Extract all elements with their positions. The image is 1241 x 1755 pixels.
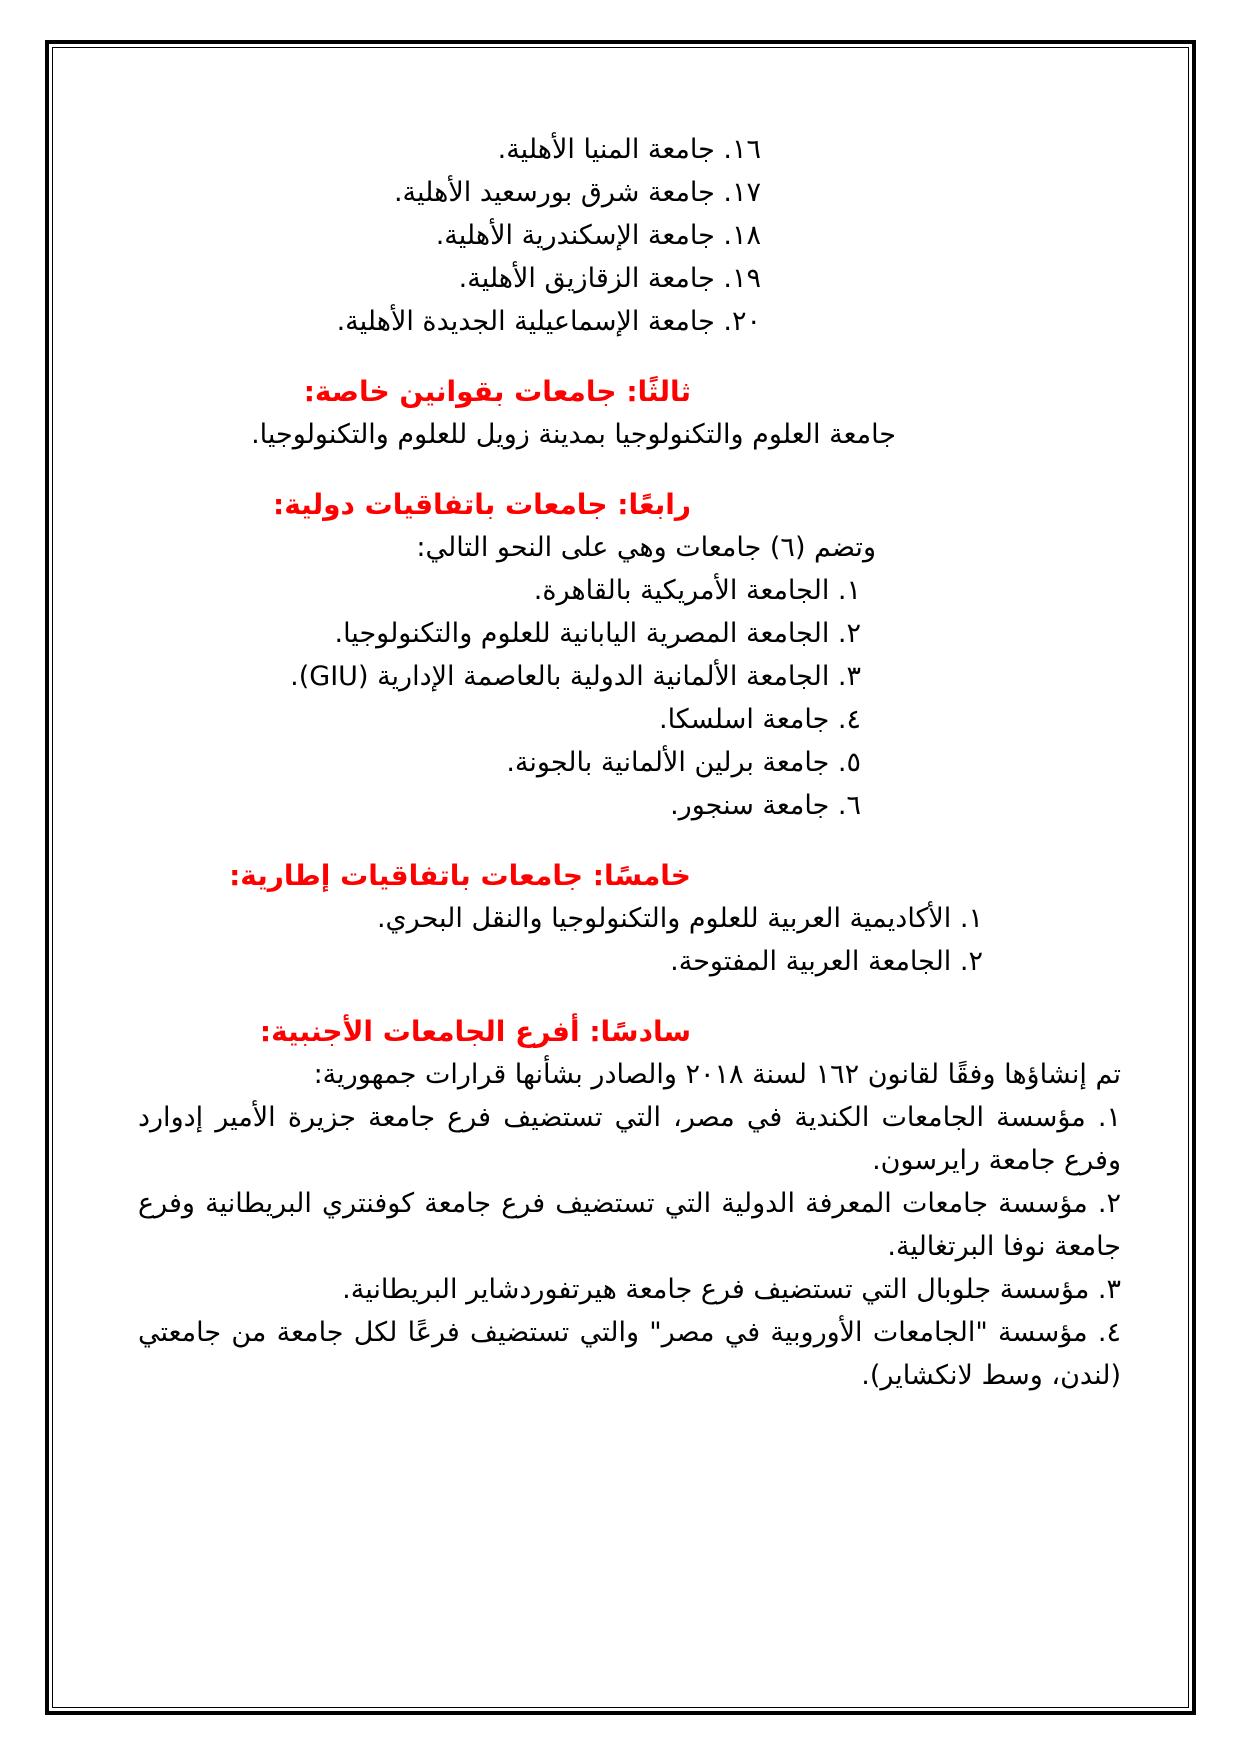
list-item: ١٩. جامعة الزقازيق الأهلية. (458, 263, 761, 294)
paragraph: تم إنشاؤها وفقًا لقانون ١٦٢ لسنة ٢٠١٨ والصادر بشأنها قرارات جمهورية: (313, 1059, 1121, 1090)
paragraph: جامعة العلوم والتكنولوجيا بمدينة زويل للعلوم والتكنولوجيا. (251, 419, 896, 450)
list-item: ٦. جامعة سنجور. (670, 790, 861, 821)
page-border-frame (45, 40, 1196, 1715)
list-item: ١. الجامعة الأمريكية بالقاهرة. (533, 575, 861, 606)
list-item: ٣. مؤسسة جلوبال التي تستضيف فرع جامعة هيرتفوردشاير البريطانية. (342, 1274, 1121, 1305)
section-heading: رابعًا: جامعات باتفاقيات دولية: (273, 488, 691, 521)
page-border-inner (52, 47, 1189, 1708)
list-item: ٥. جامعة برلين الألمانية بالجونة. (506, 747, 861, 778)
list-item: ١. الأكاديمية العربية للعلوم والتكنولوجيا والنقل البحري. (376, 903, 983, 934)
list-item: ١٨. جامعة الإسكندرية الأهلية. (435, 220, 761, 251)
list-item: ٤. جامعة اسلسكا. (658, 704, 861, 735)
list-item: ٣. الجامعة الألمانية الدولية بالعاصمة الإدارية (GIU). (290, 661, 861, 692)
list-item: ١٧. جامعة شرق بورسعيد الأهلية. (393, 177, 761, 208)
list-item: ١. مؤسسة الجامعات الكندية في مصر، التي تستضيف فرع جامعة جزيرة الأمير إدوارد وفرع جامعة رايرسون. (138, 1102, 1121, 1176)
section-heading: ثالثًا: جامعات بقوانين خاصة: (303, 375, 691, 408)
section-heading: خامسًا: جامعات باتفاقيات إطارية: (229, 859, 691, 892)
list-item: ٢. الجامعة المصرية اليابانية للعلوم والتكنولوجيا. (334, 618, 861, 649)
list-item: ٢. مؤسسة جامعات المعرفة الدولية التي تستضيف فرع جامعة كوفنتري البريطانية وفرع جامعة نوفا البرتغالية. (138, 1188, 1121, 1262)
document-content (138, 128, 1121, 1397)
paragraph: وتضم (٦) جامعات وهي على النحو التالي: (416, 532, 876, 563)
section-heading: سادسًا: أفرع الجامعات الأجنبية: (259, 1015, 691, 1048)
list-item: ٢. الجامعة العربية المفتوحة. (670, 946, 983, 977)
list-item: ٤. مؤسسة "الجامعات الأوروبية في مصر" والتي تستضيف فرعًا لكل جامعة من جامعتي (لندن، وسط لانكشاير). (138, 1317, 1121, 1391)
list-item: ١٦. جامعة المنيا الأهلية. (497, 134, 761, 165)
list-item: ٢٠. جامعة الإسماعيلية الجديدة الأهلية. (336, 306, 761, 337)
